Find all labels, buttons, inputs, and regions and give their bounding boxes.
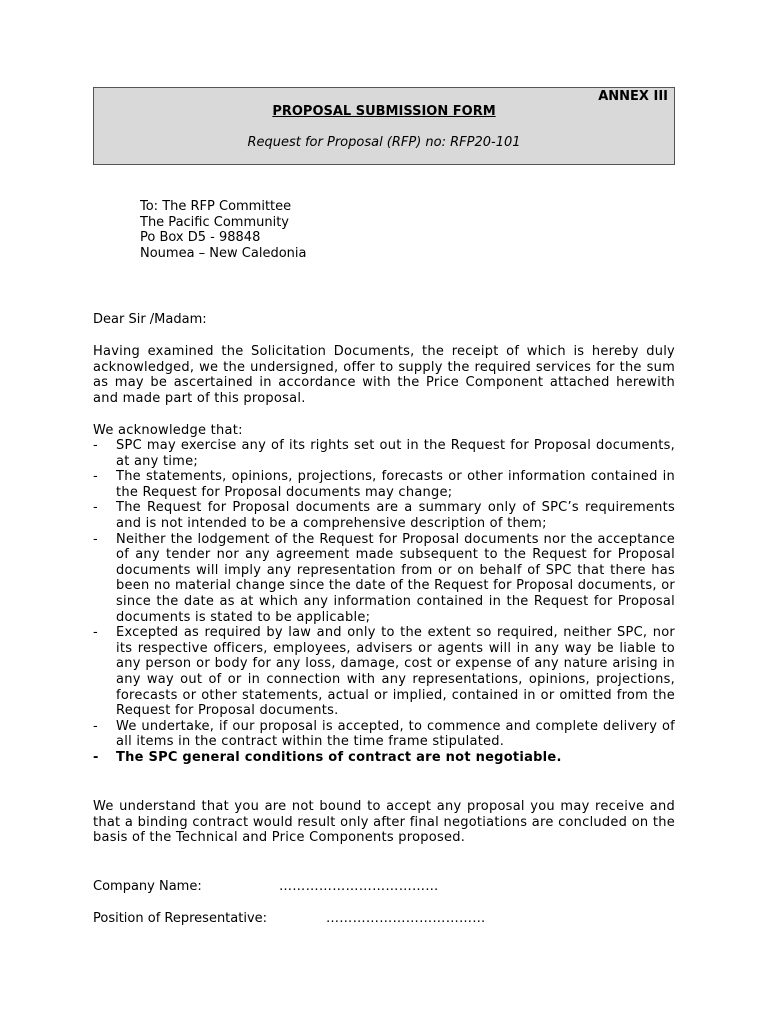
position-label: Position of Representative: (93, 911, 268, 926)
list-item: - Excepted as required by law and only to the extent so required, neither SPC, nor its respective officers, employees, advisers or agents will in any way be liable to any person or body for any loss, damage, cost or expense of any nature arising in any way out of or in connection with any representations, opinions, projections, forecasts or other statements, actual or implied, contained in or omitted from the Request for Proposal documents. (93, 625, 675, 719)
closing-paragraph: We understand that you are not bound to accept any proposal you may receive and that a binding contract would result only after final negotiations are concluded on the basis of the Technical and Price Components proposed. (93, 799, 675, 846)
company-name-row (93, 879, 439, 895)
address-line: To: The RFP Committee (140, 199, 292, 214)
address-line: Po Box D5 - 98848 (140, 230, 261, 246)
form-title: PROPOSAL SUBMISSION FORM (272, 104, 496, 119)
acknowledgement-list (93, 438, 675, 765)
list-item: - We undertake, if our proposal is accepted, to commence and complete delivery of all items in the contract within the time frame stipulated. (93, 719, 675, 750)
company-name-field[interactable]: ……………………………… (279, 879, 439, 894)
position-row (93, 911, 486, 927)
rfp-number-line: Request for Proposal (RFP) no: RFP20-101 (247, 135, 521, 150)
list-item: - SPC may exercise any of its rights set out in the Request for Proposal documents, at any time; (93, 438, 675, 469)
acknowledge-intro: We acknowledge that: (93, 423, 243, 438)
form-header-box (93, 87, 675, 165)
company-name-label: Company Name: (93, 879, 202, 894)
list-item: - The statements, opinions, projections, forecasts or other information contained in the Request for Proposal documents may change; (93, 469, 675, 500)
address-line: The Pacific Community (140, 214, 289, 230)
list-item: - Neither the lodgement of the Request for Proposal documents nor the acceptance of any tender nor any agreement made subsequent to the Request for Proposal documents will imply any representation from or on behalf of SPC that there has been no material change since the date of the Request for Proposal documents, or since the date as at which any information contained in the Request for Proposal documents is stated to be applicable; (93, 532, 675, 626)
address-line: Noumea – New Caledonia (140, 245, 307, 261)
salutation: Dear Sir /Madam: (93, 312, 207, 327)
annex-label: ANNEX III (598, 89, 668, 104)
list-item: - The Request for Proposal documents are a summary only of SPC’s requirements and is not intended to be a comprehensive description of them; (93, 500, 675, 531)
intro-paragraph: Having examined the Solicitation Documents, the receipt of which is hereby duly acknowledged, we the undersigned, offer to supply the required services for the sum as may be ascertained in accordance with the Price Component attached herewith and made part of this proposal. (93, 344, 675, 406)
recipient-address (140, 199, 540, 261)
position-field[interactable]: ……………………………… (326, 911, 486, 926)
list-item: - The SPC general conditions of contract are not negotiable. (93, 750, 675, 766)
